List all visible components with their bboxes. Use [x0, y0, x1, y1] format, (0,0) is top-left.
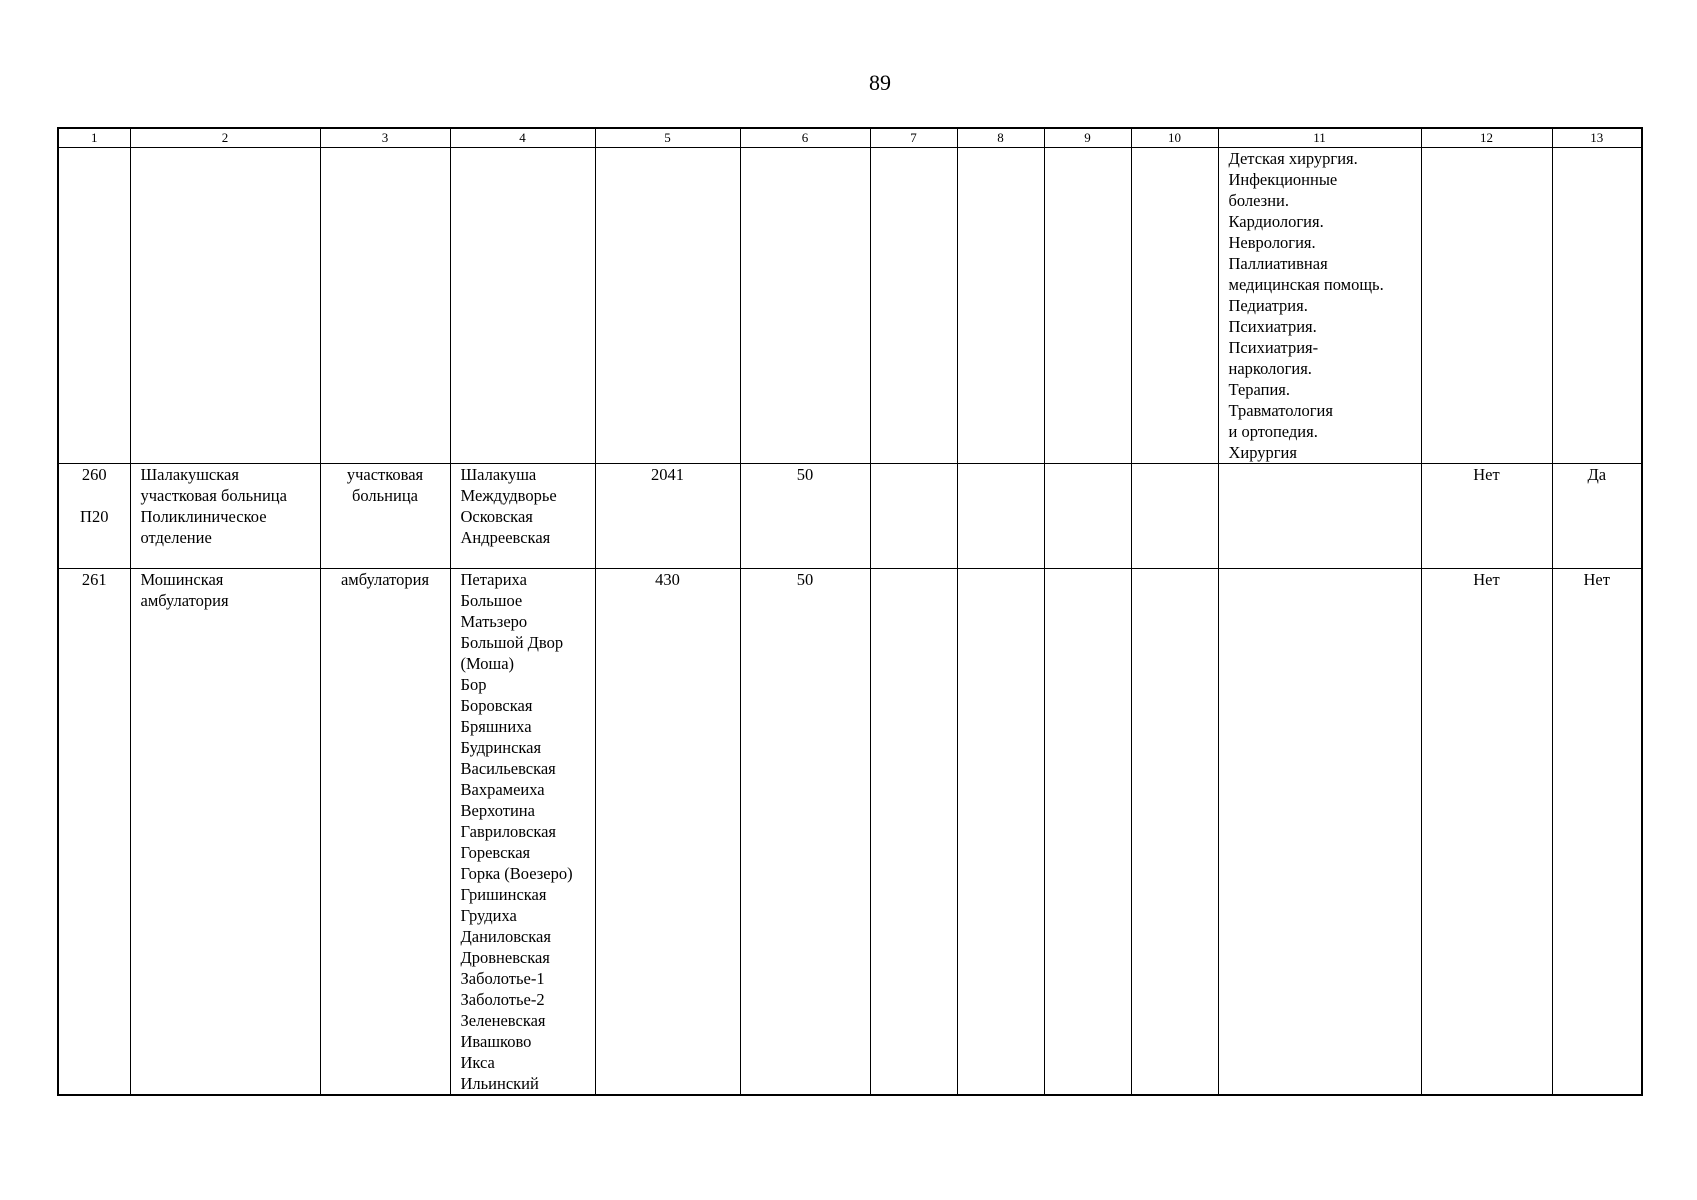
table-cell [1131, 148, 1218, 464]
table-cell [957, 569, 1044, 1096]
table-cell [1218, 569, 1421, 1096]
table-row-continued [58, 148, 1642, 464]
table-row [58, 569, 1642, 1096]
table-cell [870, 464, 957, 569]
facilities-table [57, 127, 1643, 1096]
table-cell [1044, 148, 1131, 464]
col5-value: 430 [595, 569, 740, 1096]
row-number: 260 [81, 465, 107, 484]
table-cell [595, 148, 740, 464]
table-cell [1044, 464, 1131, 569]
facility-type: участковая больница [320, 464, 450, 569]
column-header-12: 12 [1421, 128, 1552, 148]
row-number-cell [58, 569, 130, 1096]
table-cell [1218, 464, 1421, 569]
column-header-1: 1 [58, 128, 130, 148]
settlements-list: Петариха Большое Матьзеро Большой Двор (Моша) Бор Боровская Бряшниха Будринская Васильевская Вахрамеиха Верхотина Гавриловская Горевская Горка (Воезеро) Гришинская Грудиха Даниловская Дровневская Заболотье-1 Заболотье-2 Зеленевская Ивашково Икса Ильинский [450, 569, 595, 1096]
col13-value: Да [1552, 464, 1642, 569]
col13-value: Нет [1552, 569, 1642, 1096]
column-header-6: 6 [740, 128, 870, 148]
table-cell [740, 148, 870, 464]
column-header-3: 3 [320, 128, 450, 148]
facility-type: амбулатория [320, 569, 450, 1096]
table-cell [957, 148, 1044, 464]
table-row [58, 464, 1642, 569]
row-number-cell [58, 464, 130, 569]
table-cell [1044, 569, 1131, 1096]
col6-value: 50 [740, 569, 870, 1096]
table-cell [957, 464, 1044, 569]
page-number: 89 [869, 70, 891, 95]
column-header-10: 10 [1131, 128, 1218, 148]
table-cell [320, 148, 450, 464]
column-header-13: 13 [1552, 128, 1642, 148]
col5-value: 2041 [595, 464, 740, 569]
table-cell [450, 148, 595, 464]
table-cell [58, 148, 130, 464]
column-header-8: 8 [957, 128, 1044, 148]
table-cell [1131, 569, 1218, 1096]
facility-name-cell [130, 464, 320, 569]
column-header-7: 7 [870, 128, 957, 148]
table-cell [870, 148, 957, 464]
facility-name: Мошинская амбулатория [130, 569, 320, 1096]
row-sub-number: П20 [80, 507, 109, 526]
col12-value: Нет [1421, 464, 1552, 569]
table-cell [1131, 464, 1218, 569]
facility-sub-name: Поликлиническое отделение [140, 507, 267, 547]
col6-value: 50 [740, 464, 870, 569]
column-header-11: 11 [1218, 128, 1421, 148]
col12-value: Нет [1421, 569, 1552, 1096]
column-header-4: 4 [450, 128, 595, 148]
table-cell [870, 569, 957, 1096]
table-cell [1552, 148, 1642, 464]
table-cell [1421, 148, 1552, 464]
column-number-row [58, 128, 1642, 148]
profiles-cell: Детская хирургия. Инфекционные болезни. Кардиология. Неврология. Паллиативная медицинская помощь. Педиатрия. Психиатрия. Психиатрия- наркология. Терапия. Травматология и ортопедия. Хирургия [1218, 148, 1421, 464]
column-header-5: 5 [595, 128, 740, 148]
facility-name: Шалакушская участковая больница [140, 465, 287, 505]
table-cell [130, 148, 320, 464]
settlements-list: Шалакуша Междудворье Осковская Андреевская [450, 464, 595, 569]
column-header-9: 9 [1044, 128, 1131, 148]
column-header-2: 2 [130, 128, 320, 148]
row-number: 261 [81, 570, 107, 589]
